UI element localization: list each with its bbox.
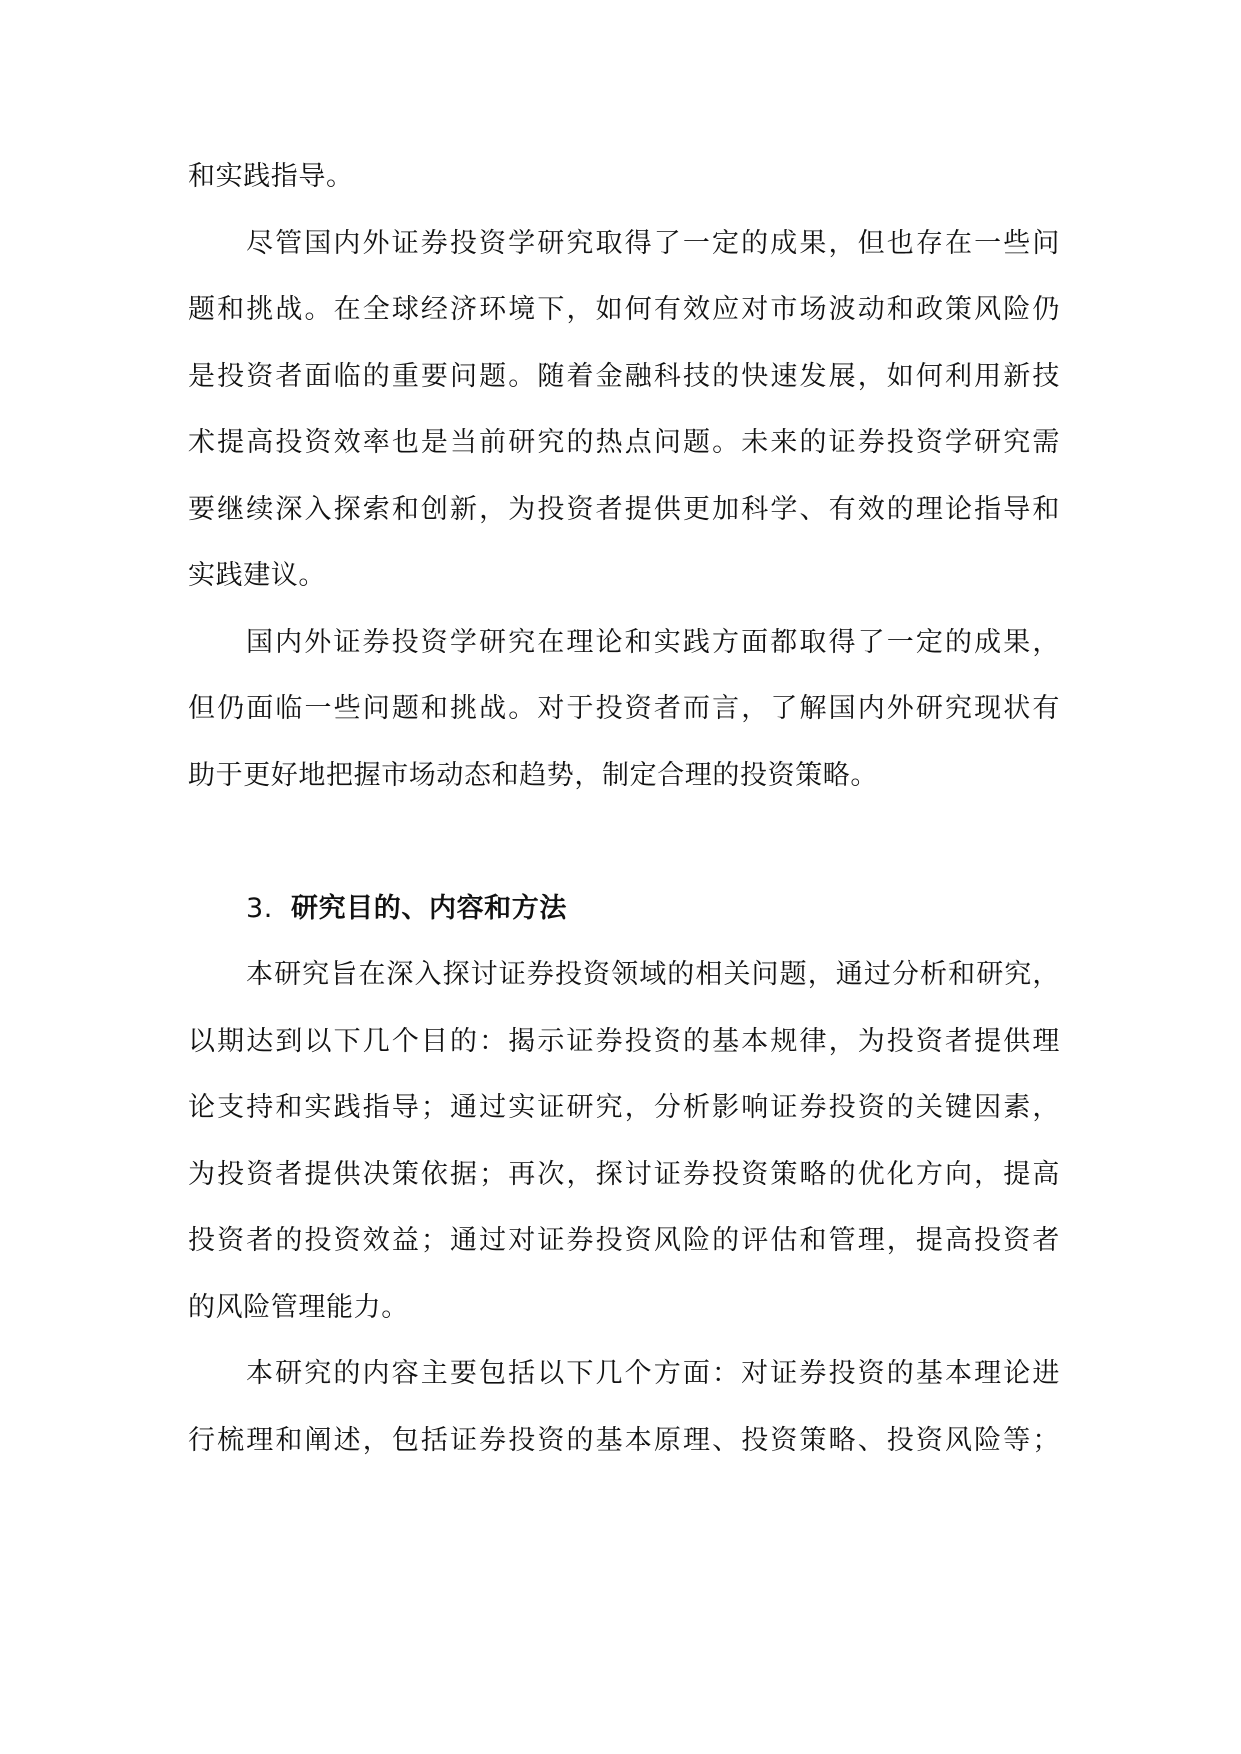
section-number: 3. [246, 892, 273, 924]
paragraph [188, 144, 1060, 211]
text-line: 为投资者提供决策依据；再次，探讨证券投资策略的优化方向，提高 [188, 1158, 1060, 1190]
text-line: 本研究的内容主要包括以下几个方面：对证券投资的基本理论进 [246, 1358, 1060, 1389]
blank-line [188, 809, 1060, 876]
text-line: 但仍面临一些问题和挑战。对于投资者而言，了解国内外研究现状有 [188, 693, 1060, 724]
paragraph [188, 610, 1060, 810]
text-line: 要继续深入探索和创新，为投资者提供更加科学、有效的理论指导和 [188, 493, 1060, 525]
text-line: 论支持和实践指导；通过实证研究，分析影响证券投资的关键因素， [188, 1092, 1060, 1123]
section-heading [188, 876, 1060, 943]
text-line: 本研究旨在深入探讨证券投资领域的相关问题，通过分析和研究， [246, 959, 1060, 990]
text-line: 以期达到以下几个目的：揭示证券投资的基本规律，为投资者提供理 [188, 1025, 1060, 1057]
paragraph [188, 1341, 1060, 1474]
section-title: 研究目的、内容和方法 [290, 892, 567, 924]
text-line: 和实践指导。 [188, 161, 354, 192]
paragraph [188, 211, 1060, 610]
document-body [188, 144, 1060, 1474]
text-line: 尽管国内外证券投资学研究取得了一定的成果，但也存在一些问 [246, 227, 1060, 259]
text-line: 题和挑战。在全球经济环境下，如何有效应对市场波动和政策风险仍 [188, 294, 1060, 325]
text-line: 术提高投资效率也是当前研究的热点问题。未来的证券投资学研究需 [188, 427, 1060, 458]
text-line: 助于更好地把握市场动态和趋势，制定合理的投资策略。 [188, 759, 878, 791]
text-line: 实践建议。 [188, 560, 326, 591]
text-line: 行梳理和阐述，包括证券投资的基本原理、投资策略、投资风险等； [188, 1424, 1060, 1456]
text-line: 国内外证券投资学研究在理论和实践方面都取得了一定的成果， [246, 626, 1060, 658]
paragraph [188, 942, 1060, 1341]
text-line: 投资者的投资效益；通过对证券投资风险的评估和管理，提高投资者 [188, 1225, 1060, 1256]
text-line: 是投资者面临的重要问题。随着金融科技的快速发展，如何利用新技 [188, 360, 1060, 392]
text-line: 的风险管理能力。 [188, 1291, 409, 1323]
